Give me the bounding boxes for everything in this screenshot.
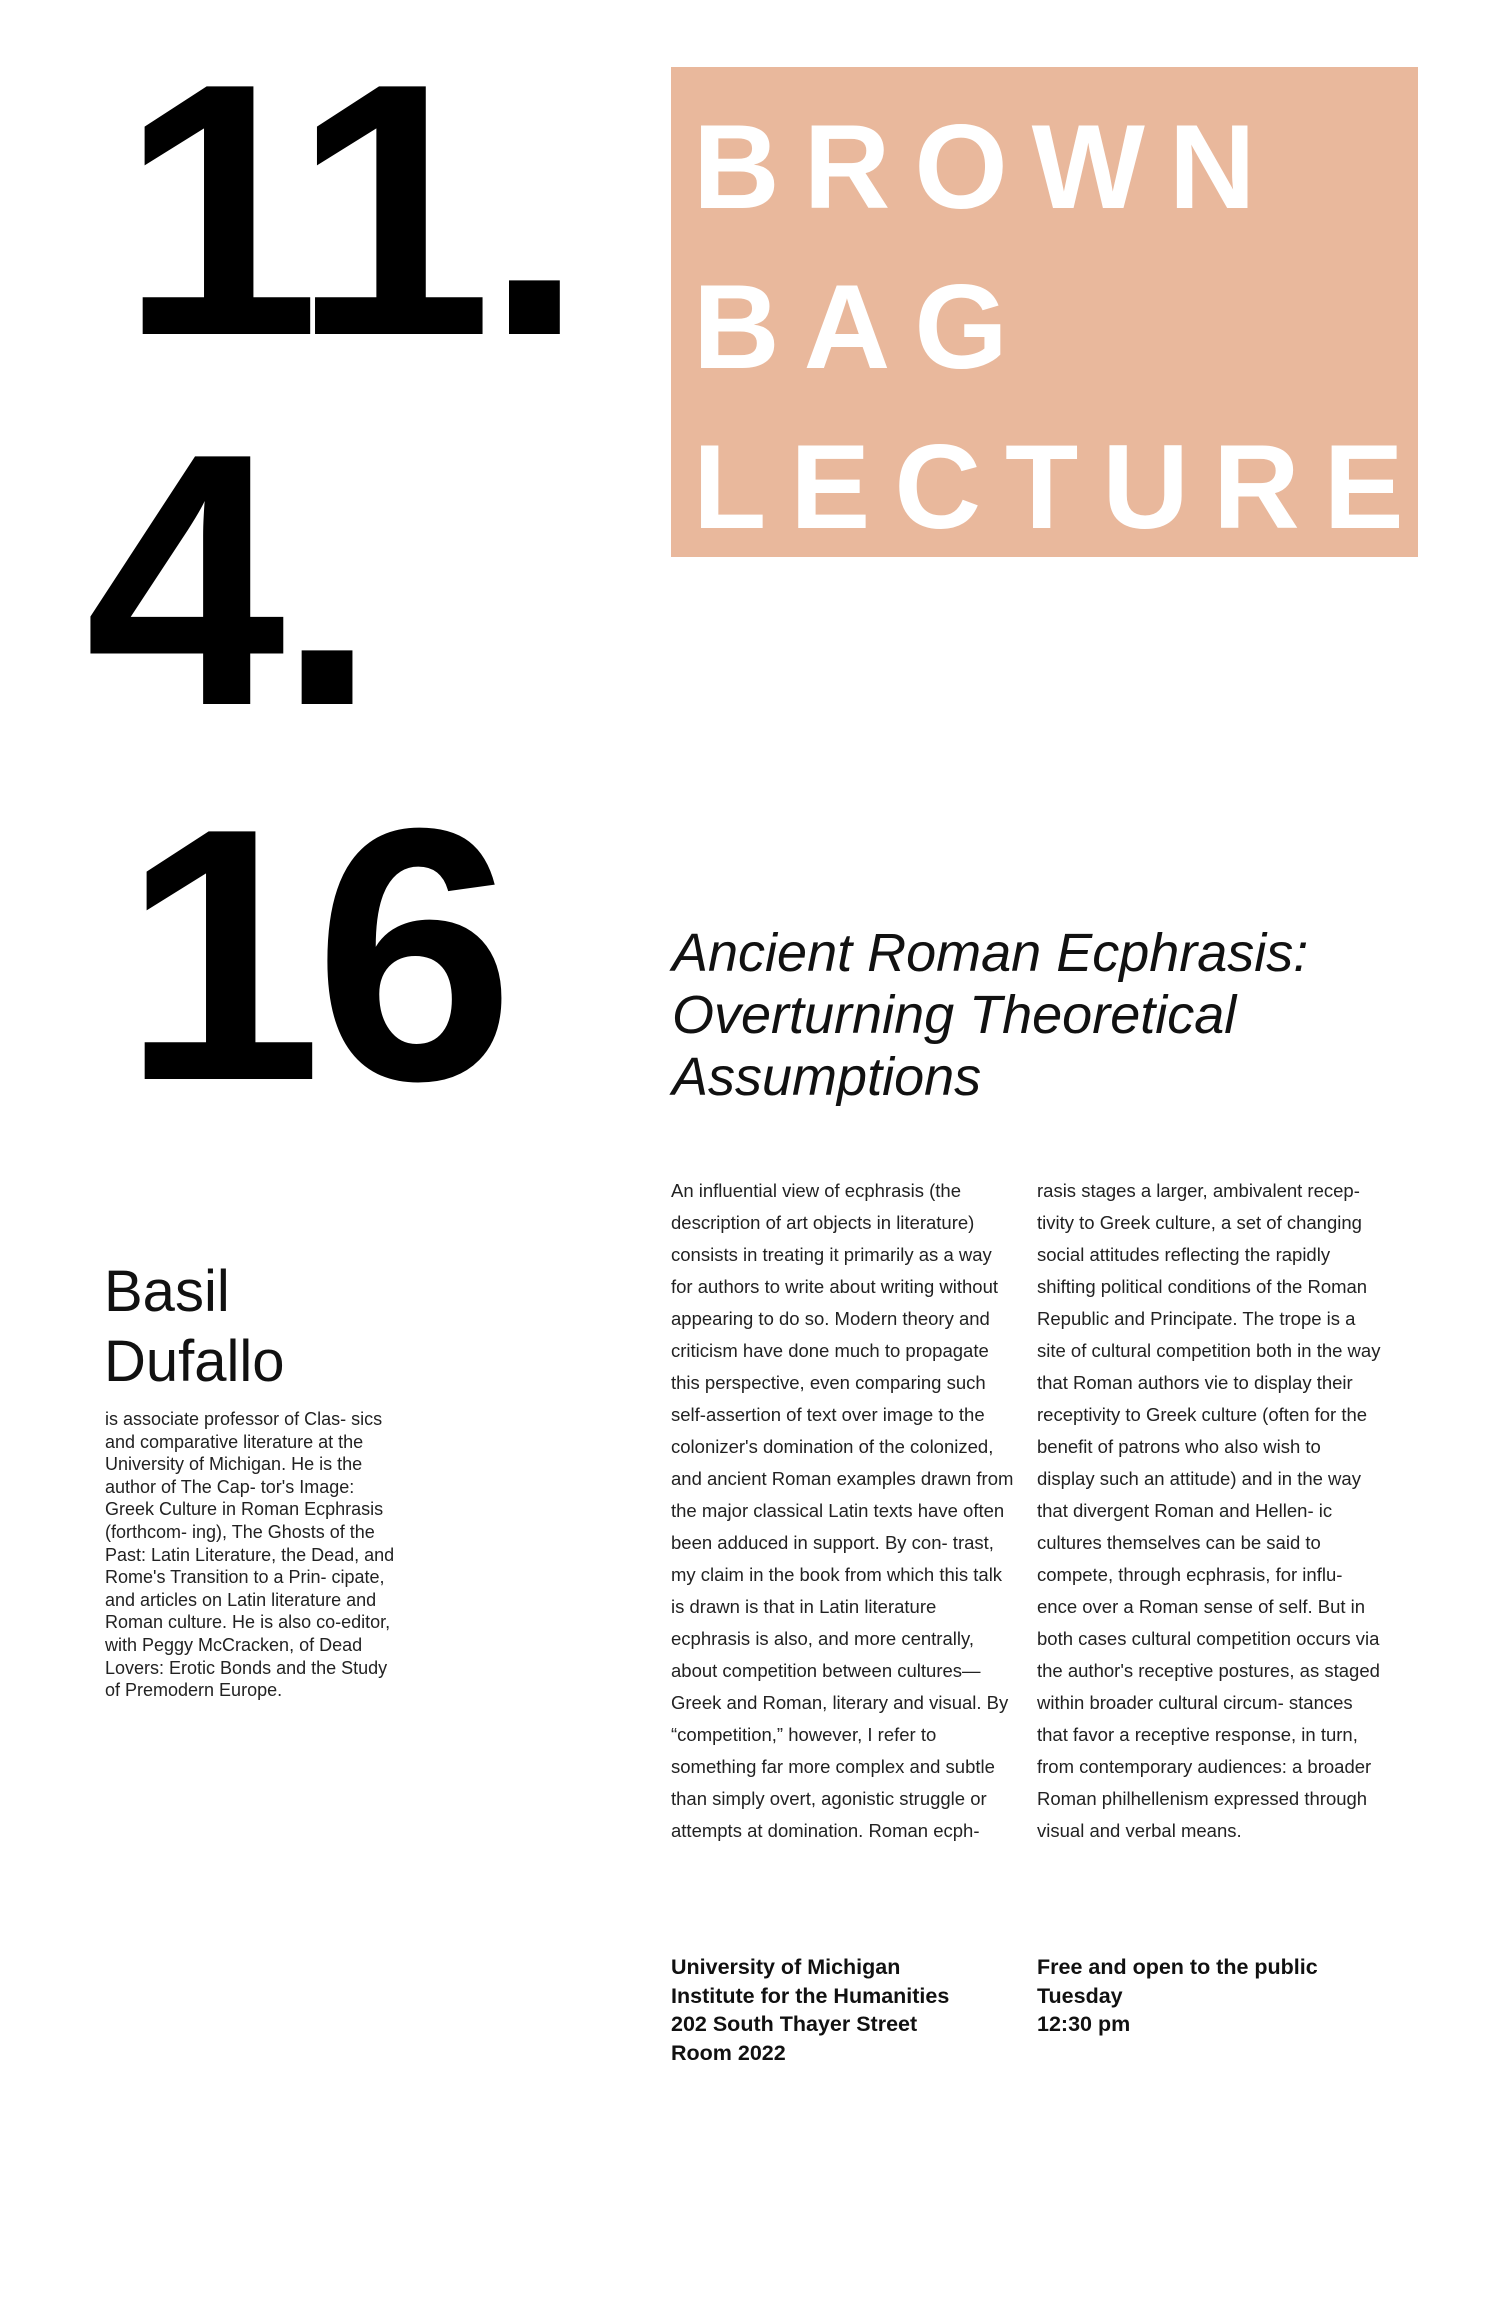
event-day: Tuesday <box>1037 1983 1123 2008</box>
speaker-bio: is associate professor of Clas- sics and comparative literature at the University of Michigan. He is the author of The Cap- tor's Image: Greek Culture in Roman Ecphrasis (forthcom- ing), The Ghosts of the Past: Latin Literature, the Dead, and Rome's Transition to a Prin- cipate, and articles on Latin literature and Roman culture. He is also co-editor, with Peggy McCracken, of Dead Lovers: Erotic Bonds and the Study of Premodern Europe. <box>105 1409 395 1701</box>
event-info <box>1037 1953 1397 2039</box>
series-title-line-1: BROWN <box>693 100 1280 234</box>
event-admission: Free and open to the public <box>1037 1955 1318 1979</box>
date-month: 11. <box>120 9 577 411</box>
speaker-name <box>104 1257 434 1397</box>
date-year: 16 <box>122 754 507 1156</box>
venue-university: University of Michigan <box>671 1955 901 1979</box>
lecture-title: Ancient Roman Ecphrasis: Overturning Theoretical Assumptions <box>672 923 1309 1107</box>
series-title-line-2: BAG <box>693 260 1032 394</box>
venue-street: 202 South Thayer Street <box>671 2012 918 2037</box>
abstract-column-2: rasis stages a larger, ambivalent recep- tivity to Greek culture, a set of changing social attitudes reflecting the rapidly shifting political conditions of the Roman Republic and Principate. The trope is a site of cultural competition both in the way that Roman authors vie to display their receptivity to Greek culture (often for the benefit of patrons who also wish to display such an attitude) and in the way that divergent Roman and Hellen- ic cultures themselves can be said to compete, through ecphrasis, for influ- ence over a Roman sense of self. But in both cases cultural competition occurs via the author's receptive postures, as staged within broader cultural circum- stances that favor a receptive response, in turn, from contemporary audiences: a broader Roman philhellenism expressed through visual and verbal means. <box>1037 1180 1381 1841</box>
venue-institute: Institute for the Humanities <box>671 1983 950 2008</box>
abstract-column-1: An influential view of ecphrasis (the description of art objects in literature) consists in treating it primarily as a way for authors to write about writing without appearing to do so. Modern theory and criticism have done much to propagate this perspective, even comparing such self-assertion of text over image to the colonizer's domination of the colonized, and ancient Roman examples drawn from the major classical Latin texts have often been adduced in support. By con- trast, my claim in the book from which this talk is drawn is that in Latin literature ecphrasis is also, and more centrally, about competition between cultures— Greek and Roman, literary and visual. By “competition,” however, I refer to something far more complex and subtle than simply overt, agonistic struggle or attempts at domination. Roman ecph- <box>671 1180 1014 1841</box>
series-title-line-3: LECTURE <box>693 420 1428 554</box>
venue-room: Room 2022 <box>671 2040 786 2065</box>
series-title-box <box>671 67 1428 557</box>
speaker-last-name: Dufallo <box>104 1329 285 1394</box>
speaker-first-name: Basil <box>104 1259 230 1324</box>
venue-info <box>671 1953 1031 2067</box>
event-time: 12:30 pm <box>1037 2012 1131 2037</box>
date-day: 4. <box>85 379 370 781</box>
